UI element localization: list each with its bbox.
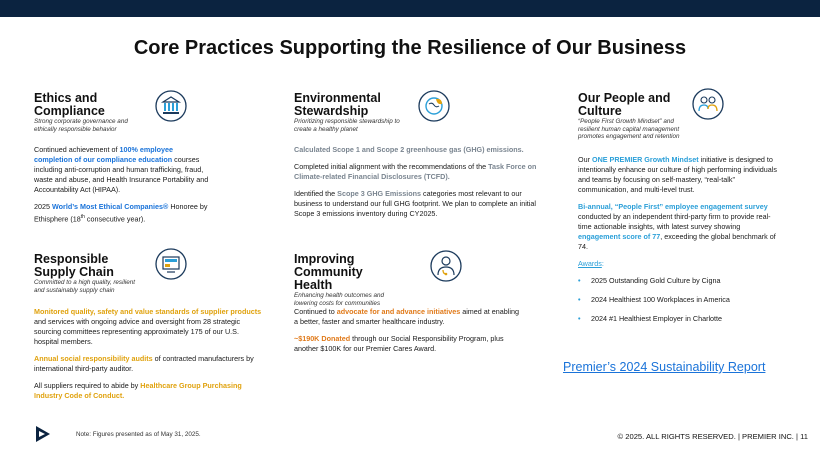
section-people-header [578,92,703,141]
section-subtitle: Committed to a high quality, resilient and sustainably supply chain [34,279,136,294]
bullet-icon: • [578,276,581,285]
ethics-building-icon [155,90,187,122]
premier-logo [33,424,53,444]
supply-paragraph-1: Monitored quality, safety and value standards of supplier products and services with ongoing advice and oversight from 28 strategic sourcing committees representing approximately 175 of our U.S. hospital members. [34,307,262,346]
top-bar [0,0,820,17]
section-environment-body [294,145,537,226]
people-culture-icon [692,88,724,120]
section-people-body [578,155,783,333]
section-ethics-body [34,145,210,231]
section-title: Environmental Stewardship [294,91,381,118]
section-title: Ethics and Compliance [34,91,105,118]
footer-copyright: © 2025. ALL RIGHTS RESERVED. | PREMIER INC. | 11 [617,432,808,441]
page-title: Core Practices Supporting the Resilience of Our Business [133,37,687,59]
health-paragraph-1: Continued to advocate for and advance initiatives aimed at enabling a better, faster and smarter healthcare industry. [294,307,519,326]
people-paragraph-2: Bi-annual, “People First” employee engagement survey conducted by an independent third-party firm to provide real-time actionable insights, with latest survey showing engagement score of 77, exceeding the global benchmark of 74. [578,202,776,251]
supply-chain-box-icon [155,248,187,280]
environment-paragraph-3: Identified the Scope 3 GHG Emissions categories most relevant to our business to understand our full GHG footprint. We plan to complete an initial Scope 3 emissions inventory during CY2025. [294,189,536,218]
ethics-paragraph-2: 2025 World’s Most Ethical Companies® Honoree by Ethisphere (18th consecutive year). [34,202,208,224]
section-subtitle: Enhancing health outcomes and lowering costs for communities [294,292,384,307]
list-item: • 2024 Healthiest 100 Workplaces in America [578,295,730,304]
ethics-paragraph-1: Continued achievement of 100% employee completion of our compliance education courses including anti-corruption and human trafficking, fraud, waste and abuse, and Health Insurance Portability and Accountability Act (HIPAA). [34,145,209,194]
bullet-icon: • [578,295,581,304]
section-subtitle: “People First Growth Mindset” and resilient human capital management promotes engagement and retention [578,118,680,140]
environment-paragraph-1: Calculated Scope 1 and Scope 2 greenhouse gas (GHG) emissions. [294,145,524,154]
section-subtitle: Prioritizing responsible stewardship to create a healthy planet [294,118,400,133]
awards-heading: Awards: [578,259,604,268]
awards-list [578,276,783,324]
people-paragraph-1: Our ONE PREMIER Growth Mindset initiative is designed to intentionally enhance our culture of high performing individuals and teams by focusing on self-mastery, “real-talk” communication, and multi-level trust. [578,155,777,194]
section-subtitle: Strong corporate governance and ethically responsible behavior [34,118,128,133]
supply-paragraph-3: All suppliers required to abide by Healthcare Group Purchasing Industry Code of Conduct. [34,381,242,400]
awards-link[interactable]: Awards [578,259,602,268]
section-title: Responsible Supply Chain [34,252,114,279]
section-ethics-header [34,92,159,133]
sustainability-report-link[interactable]: Premier’s 2024 Sustainability Report [563,360,766,374]
supply-paragraph-2: Annual social responsibility audits of contracted manufacturers by international third-party auditor. [34,354,254,373]
section-environment-header [294,92,424,133]
environment-paragraph-2: Completed initial alignment with the recommendations of the Task Force on Climate-related Financial Disclosures (TCFD). [294,162,537,181]
health-paragraph-2: ~$190K Donated through our Social Responsibility Program, plus another $100K for our Premier Cares Award. [294,334,504,353]
community-health-icon [430,250,462,282]
section-health-header [294,253,424,307]
list-item: • 2025 Outstanding Gold Culture by Cigna [578,276,721,285]
section-supply-body [34,307,264,408]
earth-leaf-icon [418,90,450,122]
list-item: • 2024 #1 Healthiest Employer in Charlotte [578,314,723,323]
section-title: Improving Community Health [294,252,363,292]
section-supply-header [34,253,164,294]
section-health-body [294,307,524,361]
bullet-icon: • [578,314,581,323]
section-title: Our People and Culture [578,91,671,118]
footnote: Note: Figures presented as of May 31, 2025. [76,431,201,438]
